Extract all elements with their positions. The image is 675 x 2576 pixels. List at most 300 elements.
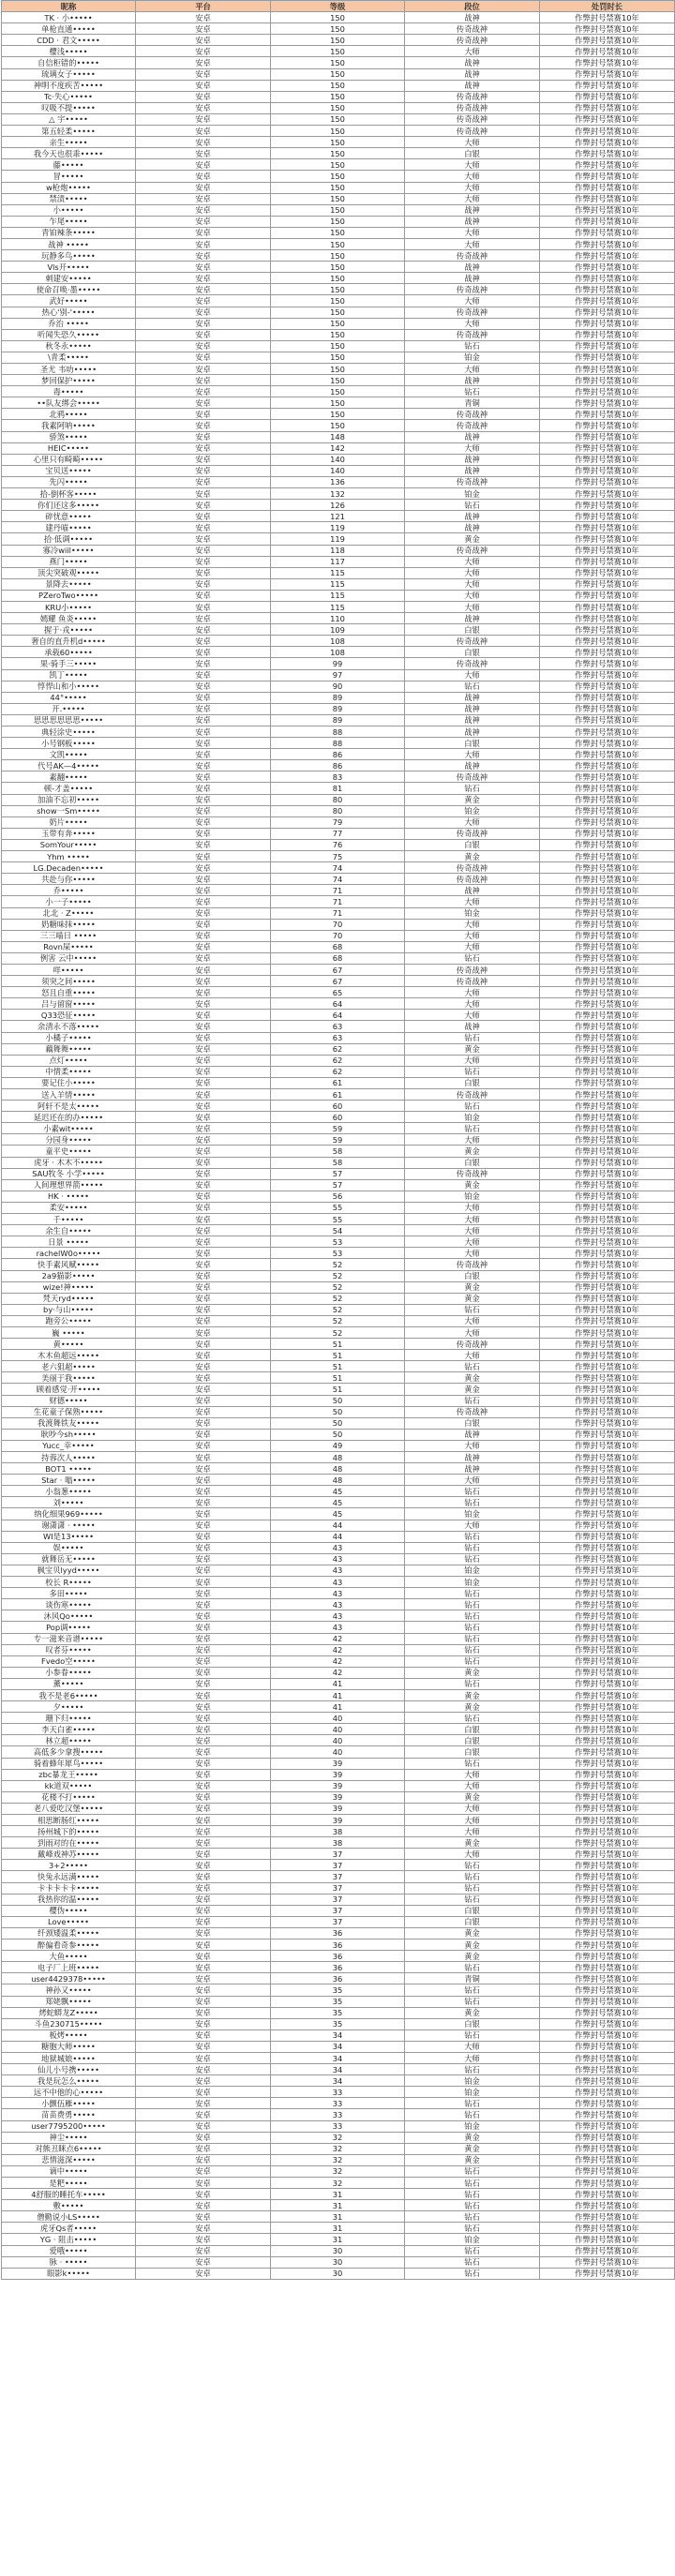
cell-rank: 钻石 <box>405 2256 540 2268</box>
cell-penalty: 作弊封号禁赛10年 <box>540 783 675 794</box>
table-row <box>2 1939 675 1951</box>
cell-level: 31 <box>271 2200 405 2211</box>
table-row <box>2 1315 675 1326</box>
cell-penalty: 作弊封号禁赛10年 <box>540 295 675 307</box>
cell-penalty: 作弊封号禁赛10年 <box>540 340 675 352</box>
cell-level: 150 <box>271 57 405 68</box>
cell-rank: 战神 <box>405 465 540 476</box>
cell-penalty: 作弊封号禁赛10年 <box>540 2165 675 2177</box>
table-row <box>2 930 675 941</box>
cell-platform: 安卓 <box>136 1417 271 1429</box>
cell-level: 64 <box>271 1010 405 1021</box>
table-row <box>2 511 675 522</box>
cell-nickname: 专一滋来音谱••••• <box>2 1633 136 1644</box>
cell-platform: 安卓 <box>136 624 271 636</box>
cell-level: 80 <box>271 805 405 816</box>
cell-nickname: 拾-倒杯客••••• <box>2 488 136 500</box>
cell-rank: 钻石 <box>405 1542 540 1553</box>
cell-platform: 安卓 <box>136 148 271 159</box>
cell-level: 37 <box>271 1916 405 1927</box>
cell-rank: 黄金 <box>405 1837 540 1849</box>
cell-level: 34 <box>271 2052 405 2063</box>
table-row <box>2 1531 675 1542</box>
cell-penalty: 作弊封号禁赛10年 <box>540 1724 675 1735</box>
table-row <box>2 1066 675 1077</box>
table-row <box>2 2041 675 2052</box>
cell-penalty: 作弊封号禁赛10年 <box>540 318 675 329</box>
cell-nickname: Love••••• <box>2 1916 136 1927</box>
cell-nickname: 郑姥飘••••• <box>2 1996 136 2007</box>
cell-nickname: 共赴与你••••• <box>2 874 136 885</box>
cell-nickname: 木木鱼超远••••• <box>2 1350 136 1361</box>
cell-level: 150 <box>271 193 405 204</box>
cell-platform: 安卓 <box>136 397 271 409</box>
cell-platform: 安卓 <box>136 658 271 669</box>
cell-nickname: 单枪直通••••• <box>2 23 136 35</box>
cell-nickname: 童平史••••• <box>2 1146 136 1157</box>
cell-rank: 黄金 <box>405 2154 540 2165</box>
cell-level: 58 <box>271 1157 405 1168</box>
cell-level: 150 <box>271 364 405 375</box>
cell-level: 56 <box>271 1191 405 1202</box>
table-row <box>2 578 675 590</box>
table-row <box>2 375 675 386</box>
cell-platform: 安卓 <box>136 930 271 941</box>
cell-level: 142 <box>271 442 405 454</box>
cell-level: 62 <box>271 1043 405 1055</box>
cell-penalty: 作弊封号禁赛10年 <box>540 794 675 805</box>
cell-platform: 安卓 <box>136 102 271 113</box>
cell-penalty: 作弊封号禁赛10年 <box>540 1860 675 1871</box>
cell-nickname: 对熊丑眯点6••••• <box>2 2143 136 2154</box>
cell-platform: 安卓 <box>136 307 271 318</box>
cell-level: 34 <box>271 2041 405 2052</box>
cell-platform: 安卓 <box>136 171 271 182</box>
cell-nickname: 人间理想界箭••••• <box>2 1179 136 1191</box>
cell-rank: 大师 <box>405 1202 540 1213</box>
cell-platform: 安卓 <box>136 647 271 658</box>
cell-level: 150 <box>271 227 405 238</box>
table-row <box>2 1304 675 1315</box>
table-row <box>2 1689 675 1700</box>
cell-nickname: 禁渍••••• <box>2 193 136 204</box>
cell-rank: 钻石 <box>405 2223 540 2234</box>
cell-penalty: 作弊封号禁赛10年 <box>540 1043 675 1055</box>
cell-penalty: 作弊封号禁赛10年 <box>540 1894 675 1905</box>
cell-level: 38 <box>271 1837 405 1849</box>
cell-penalty: 作弊封号禁赛10年 <box>540 601 675 612</box>
table-row <box>2 1463 675 1475</box>
table-row <box>2 964 675 975</box>
cell-level: 150 <box>271 386 405 397</box>
cell-rank: 传奇战神 <box>405 828 540 839</box>
table-row <box>2 1837 675 1849</box>
table-row <box>2 1270 675 1281</box>
table-row <box>2 794 675 805</box>
cell-level: 132 <box>271 488 405 500</box>
cell-platform: 安卓 <box>136 2143 271 2154</box>
cell-platform: 安卓 <box>136 375 271 386</box>
cell-rank: 大师 <box>405 46 540 57</box>
table-row <box>2 329 675 340</box>
cell-platform: 安卓 <box>136 1791 271 1803</box>
cell-nickname: 素翻••••• <box>2 771 136 783</box>
cell-platform: 安卓 <box>136 1633 271 1644</box>
cell-penalty: 作弊封号禁赛10年 <box>540 204 675 216</box>
cell-platform: 安卓 <box>136 1951 271 1962</box>
table-row <box>2 1860 675 1871</box>
cell-platform: 安卓 <box>136 703 271 714</box>
cell-platform: 安卓 <box>136 2120 271 2132</box>
cell-rank: 钻石 <box>405 783 540 794</box>
cell-rank: 大师 <box>405 590 540 601</box>
cell-rank: 黄金 <box>405 1927 540 1939</box>
cell-platform: 安卓 <box>136 1655 271 1667</box>
cell-rank: 大师 <box>405 1849 540 1860</box>
table-row <box>2 1622 675 1633</box>
cell-nickname: 分园身••••• <box>2 1134 136 1146</box>
cell-level: 68 <box>271 952 405 964</box>
cell-penalty: 作弊封号禁赛10年 <box>540 35 675 46</box>
cell-rank: 大师 <box>405 816 540 828</box>
cell-level: 39 <box>271 1780 405 1791</box>
cell-level: 51 <box>271 1384 405 1395</box>
cell-penalty: 作弊封号禁赛10年 <box>540 1236 675 1248</box>
cell-penalty: 作弊封号禁赛10年 <box>540 1486 675 1497</box>
cell-rank: 黄金 <box>405 1951 540 1962</box>
cell-platform: 安卓 <box>136 760 271 771</box>
table-row <box>2 987 675 998</box>
cell-level: 48 <box>271 1452 405 1463</box>
table-row <box>2 1678 675 1689</box>
cell-nickname: 校长 R••••• <box>2 1577 136 1588</box>
cell-platform: 安卓 <box>136 771 271 783</box>
cell-penalty: 作弊封号禁赛10年 <box>540 284 675 295</box>
cell-level: 150 <box>271 295 405 307</box>
cell-penalty: 作弊封号禁赛10年 <box>540 1281 675 1293</box>
cell-level: 43 <box>271 1553 405 1565</box>
cell-rank: 黄金 <box>405 1667 540 1678</box>
cell-rank: 大师 <box>405 930 540 941</box>
cell-penalty: 作弊封号禁赛10年 <box>540 1134 675 1146</box>
cell-nickname: 藕舞舞••••• <box>2 1043 136 1055</box>
cell-penalty: 作弊封号禁赛10年 <box>540 1871 675 1882</box>
cell-penalty: 作弊封号禁赛10年 <box>540 273 675 284</box>
cell-platform: 安卓 <box>136 952 271 964</box>
cell-penalty: 作弊封号禁赛10年 <box>540 2154 675 2165</box>
cell-penalty: 作弊封号禁赛10年 <box>540 1191 675 1202</box>
cell-rank: 战神 <box>405 1452 540 1463</box>
cell-nickname: WI是13••••• <box>2 1531 136 1542</box>
cell-rank: 大师 <box>405 295 540 307</box>
cell-level: 40 <box>271 1735 405 1746</box>
table-row <box>2 1032 675 1043</box>
cell-platform: 安卓 <box>136 522 271 533</box>
cell-nickname: 骑着蜂年犀鸟••••• <box>2 1758 136 1769</box>
table-row <box>2 976 675 987</box>
cell-penalty: 作弊封号禁赛10年 <box>540 1951 675 1962</box>
cell-nickname: 承载60••••• <box>2 647 136 658</box>
cell-level: 51 <box>271 1350 405 1361</box>
cell-level: 37 <box>271 1849 405 1860</box>
cell-level: 150 <box>271 68 405 80</box>
cell-penalty: 作弊封号禁赛10年 <box>540 91 675 102</box>
table-row <box>2 1350 675 1361</box>
table-row <box>2 364 675 375</box>
cell-penalty: 作弊封号禁赛10年 <box>540 556 675 567</box>
cell-rank: 大师 <box>405 1010 540 1021</box>
table-row <box>2 760 675 771</box>
cell-nickname: 我渡舞铁友••••• <box>2 1417 136 1429</box>
cell-nickname: 奶片••••• <box>2 816 136 828</box>
cell-rank: 战神 <box>405 375 540 386</box>
cell-penalty: 作弊封号禁赛10年 <box>540 533 675 545</box>
cell-platform: 安卓 <box>136 57 271 68</box>
cell-nickname: Q33恐征••••• <box>2 1010 136 1021</box>
cell-penalty: 作弊封号禁赛10年 <box>540 1417 675 1429</box>
cell-rank: 大师 <box>405 1815 540 1826</box>
cell-nickname: 老六狙超••••• <box>2 1361 136 1372</box>
cell-penalty: 作弊封号禁赛10年 <box>540 2064 675 2075</box>
table-row <box>2 1214 675 1225</box>
cell-penalty: 作弊封号禁赛10年 <box>540 1780 675 1791</box>
cell-nickname: 枫宝贝lyyd••••• <box>2 1565 136 1576</box>
cell-nickname: 须突之间••••• <box>2 976 136 987</box>
cell-level: 118 <box>271 545 405 556</box>
table-row <box>2 1758 675 1769</box>
cell-rank: 大师 <box>405 1055 540 1066</box>
cell-rank: 白银 <box>405 1077 540 1088</box>
cell-nickname: 小••••• <box>2 204 136 216</box>
cell-rank: 铂金 <box>405 1577 540 1588</box>
table-row <box>2 1372 675 1384</box>
cell-platform: 安卓 <box>136 1531 271 1542</box>
cell-nickname: 嫣耀 鱼炎••••• <box>2 613 136 624</box>
cell-platform: 安卓 <box>136 1746 271 1758</box>
table-row <box>2 1769 675 1780</box>
cell-rank: 钻石 <box>405 2211 540 2223</box>
cell-level: 150 <box>271 340 405 352</box>
cell-nickname: show一Sm••••• <box>2 805 136 816</box>
table-row <box>2 1395 675 1406</box>
cell-nickname: 财德••••• <box>2 1395 136 1406</box>
table-row <box>2 885 675 896</box>
cell-nickname: 小参眷••••• <box>2 1667 136 1678</box>
cell-level: 88 <box>271 738 405 749</box>
cell-penalty: 作弊封号禁赛10年 <box>540 1610 675 1622</box>
cell-penalty: 作弊封号禁赛10年 <box>540 1599 675 1610</box>
cell-nickname: 阿轩不是太••••• <box>2 1101 136 1112</box>
ban-list-table <box>1 0 675 2280</box>
cell-platform: 安卓 <box>136 1066 271 1077</box>
cell-nickname: 叹者芬••••• <box>2 1644 136 1655</box>
cell-penalty: 作弊封号禁赛10年 <box>540 46 675 57</box>
cell-rank: 铂金 <box>405 352 540 363</box>
cell-nickname: 使命召唤·墨••••• <box>2 284 136 295</box>
cell-nickname: user4429378••••• <box>2 1973 136 1984</box>
table-row <box>2 952 675 964</box>
cell-platform: 安卓 <box>136 2087 271 2098</box>
table-row <box>2 692 675 703</box>
cell-nickname: 文凯••••• <box>2 749 136 760</box>
table-row <box>2 1996 675 2007</box>
cell-nickname: 谈伤寒••••• <box>2 1599 136 1610</box>
cell-rank: 大师 <box>405 896 540 907</box>
cell-platform: 安卓 <box>136 1882 271 1894</box>
table-row <box>2 816 675 828</box>
cell-rank: 黄金 <box>405 533 540 545</box>
cell-penalty: 作弊封号禁赛10年 <box>540 2029 675 2041</box>
cell-platform: 安卓 <box>136 1384 271 1395</box>
cell-penalty: 作弊封号禁赛10年 <box>540 1146 675 1157</box>
cell-platform: 安卓 <box>136 1214 271 1225</box>
table-row <box>2 2143 675 2154</box>
cell-rank: 白银 <box>405 2018 540 2029</box>
cell-penalty: 作弊封号禁赛10年 <box>540 227 675 238</box>
cell-penalty: 作弊封号禁赛10年 <box>540 1644 675 1655</box>
table-row <box>2 998 675 1010</box>
cell-rank: 钻石 <box>405 1497 540 1508</box>
cell-platform: 安卓 <box>136 68 271 80</box>
cell-platform: 安卓 <box>136 1191 271 1202</box>
cell-penalty: 作弊封号禁赛10年 <box>540 1735 675 1746</box>
cell-nickname: 生花童子保熟••••• <box>2 1406 136 1417</box>
cell-penalty: 作弊封号禁赛10年 <box>540 1384 675 1395</box>
cell-level: 86 <box>271 749 405 760</box>
cell-level: 150 <box>271 35 405 46</box>
cell-level: 76 <box>271 839 405 850</box>
cell-platform: 安卓 <box>136 1769 271 1780</box>
cell-rank: 白银 <box>405 1916 540 1927</box>
cell-nickname: 你们还这多••••• <box>2 500 136 511</box>
cell-nickname: 中情柔••••• <box>2 1066 136 1077</box>
cell-nickname: 玩静多鸟••••• <box>2 250 136 262</box>
cell-rank: 铂金 <box>405 1508 540 1520</box>
cell-nickname: 咩••••• <box>2 964 136 975</box>
table-row <box>2 193 675 204</box>
cell-penalty: 作弊封号禁赛10年 <box>540 182 675 193</box>
cell-penalty: 作弊封号禁赛10年 <box>540 307 675 318</box>
cell-level: 108 <box>271 647 405 658</box>
cell-level: 39 <box>271 1758 405 1769</box>
cell-platform: 安卓 <box>136 1089 271 1101</box>
cell-rank: 大师 <box>405 919 540 930</box>
cell-platform: 安卓 <box>136 636 271 647</box>
cell-platform: 安卓 <box>136 1406 271 1417</box>
table-row <box>2 68 675 80</box>
cell-rank: 钻石 <box>405 1860 540 1871</box>
cell-rank: 传奇战神 <box>405 35 540 46</box>
cell-platform: 安卓 <box>136 329 271 340</box>
cell-rank: 大师 <box>405 159 540 171</box>
cell-rank: 大师 <box>405 1780 540 1791</box>
table-row <box>2 1361 675 1372</box>
cell-penalty: 作弊封号禁赛10年 <box>540 1497 675 1508</box>
cell-penalty: 作弊封号禁赛10年 <box>540 1112 675 1123</box>
cell-nickname: 小颤伍雁••••• <box>2 2098 136 2109</box>
cell-nickname: 地狱城娘••••• <box>2 2052 136 2063</box>
cell-penalty: 作弊封号禁赛10年 <box>540 828 675 839</box>
cell-level: 150 <box>271 113 405 125</box>
table-row <box>2 442 675 454</box>
table-row <box>2 1043 675 1055</box>
cell-rank: 黄金 <box>405 1293 540 1304</box>
cell-level: 42 <box>271 1633 405 1644</box>
cell-platform: 安卓 <box>136 1724 271 1735</box>
cell-level: 37 <box>271 1894 405 1905</box>
cell-platform: 安卓 <box>136 1372 271 1384</box>
cell-level: 36 <box>271 1951 405 1962</box>
cell-penalty: 作弊封号禁赛10年 <box>540 1769 675 1780</box>
cell-platform: 安卓 <box>136 794 271 805</box>
cell-level: 150 <box>271 204 405 216</box>
table-row <box>2 113 675 125</box>
cell-platform: 安卓 <box>136 1429 271 1440</box>
cell-level: 33 <box>271 2098 405 2109</box>
cell-penalty: 作弊封号禁赛10年 <box>540 2256 675 2268</box>
cell-platform: 安卓 <box>136 1259 271 1270</box>
cell-platform: 安卓 <box>136 839 271 850</box>
cell-level: 32 <box>271 2154 405 2165</box>
cell-platform: 安卓 <box>136 386 271 397</box>
cell-rank: 铂金 <box>405 805 540 816</box>
cell-platform: 安卓 <box>136 714 271 726</box>
cell-nickname: 纤颈矮温柔••••• <box>2 1927 136 1939</box>
table-row <box>2 636 675 647</box>
cell-nickname: 大鱼••••• <box>2 1951 136 1962</box>
cell-penalty: 作弊封号禁赛10年 <box>540 2018 675 2029</box>
cell-nickname: 燕门••••• <box>2 556 136 567</box>
cell-nickname: 樱伪••••• <box>2 1905 136 1916</box>
cell-rank: 大师 <box>405 1315 540 1326</box>
cell-nickname: 烤蛇蟒龙Z••••• <box>2 2007 136 2018</box>
cell-rank: 战神 <box>405 692 540 703</box>
cell-nickname: 要记住小••••• <box>2 1077 136 1088</box>
cell-platform: 安卓 <box>136 828 271 839</box>
cell-level: 30 <box>271 2245 405 2256</box>
table-row <box>2 1112 675 1123</box>
cell-platform: 安卓 <box>136 1395 271 1406</box>
cell-nickname: 延迟还在的办••••• <box>2 1112 136 1123</box>
table-row <box>2 1713 675 1724</box>
cell-nickname: SAU牧冬 小学••••• <box>2 1168 136 1179</box>
table-row <box>2 1871 675 1882</box>
cell-penalty: 作弊封号禁赛10年 <box>540 1678 675 1689</box>
cell-level: 140 <box>271 465 405 476</box>
cell-level: 74 <box>271 874 405 885</box>
cell-penalty: 作弊封号禁赛10年 <box>540 2223 675 2234</box>
cell-level: 65 <box>271 987 405 998</box>
cell-rank: 黄金 <box>405 851 540 862</box>
cell-rank: 钻石 <box>405 1758 540 1769</box>
cell-rank: 传奇战神 <box>405 113 540 125</box>
cell-level: 39 <box>271 1791 405 1803</box>
cell-nickname: 快兔永远满••••• <box>2 1871 136 1882</box>
cell-rank: 传奇战神 <box>405 250 540 262</box>
cell-nickname: 果·骑手三••••• <box>2 658 136 669</box>
cell-rank: 钻石 <box>405 1644 540 1655</box>
table-row <box>2 204 675 216</box>
cell-level: 30 <box>271 2268 405 2279</box>
cell-rank: 黄金 <box>405 1384 540 1395</box>
cell-penalty: 作弊封号禁赛10年 <box>540 839 675 850</box>
cell-platform: 安卓 <box>136 1735 271 1746</box>
cell-platform: 安卓 <box>136 1055 271 1066</box>
cell-level: 148 <box>271 431 405 442</box>
cell-level: 50 <box>271 1429 405 1440</box>
table-row <box>2 273 675 284</box>
cell-level: 43 <box>271 1588 405 1599</box>
